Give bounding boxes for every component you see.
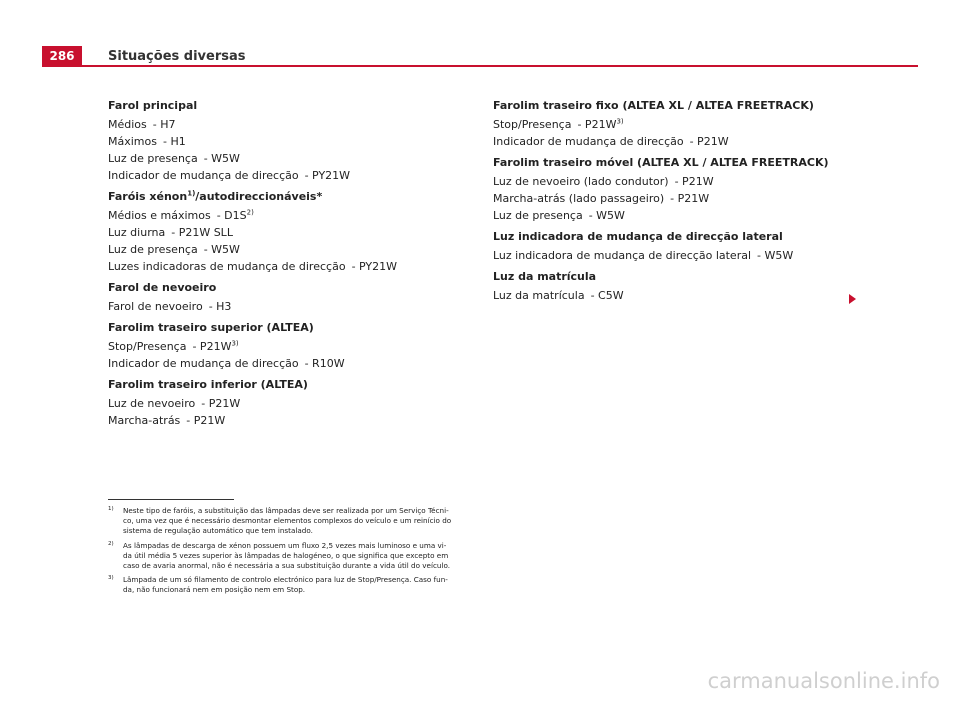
- bulb-type: - H3: [208, 300, 232, 313]
- footnote-text: sistema de regulação automático que tem instalado.: [123, 526, 313, 536]
- bulb-type: - W5W: [757, 249, 794, 262]
- footnote: [108, 575, 463, 595]
- spec-line: [108, 150, 458, 167]
- bulb-type: - C5W: [590, 289, 624, 302]
- spec-section: [108, 319, 458, 372]
- section-heading-text: Farol principal: [108, 99, 198, 112]
- spec-line: [493, 190, 853, 207]
- spec-line: [108, 338, 458, 355]
- bulb-type: - P21W SLL: [171, 226, 233, 239]
- spec-label: Luz de presença: [493, 209, 583, 222]
- footnotes: [108, 506, 463, 600]
- section-heading: [493, 154, 853, 171]
- bulb-type: - P21W: [674, 175, 714, 188]
- spec-label: Farol de nevoeiro: [108, 300, 203, 313]
- spec-label: Luz indicadora de mudança de direcção lateral: [493, 249, 752, 262]
- bulb-type: - P21W: [670, 192, 710, 205]
- footnote: [108, 506, 463, 537]
- section-heading-text: Farolim traseiro fixo (ALTEA XL / ALTEA FREETRACK): [493, 99, 814, 112]
- spec-label: Stop/Presença: [493, 118, 572, 131]
- section-heading-suffix: /autodireccionáveis*: [195, 190, 323, 203]
- spec-line: [493, 133, 853, 150]
- bulb-type: - W5W: [203, 152, 240, 165]
- bulb-type: - P21W: [689, 135, 729, 148]
- spec-section: [108, 188, 458, 275]
- bulb-type: - W5W: [203, 243, 240, 256]
- spec-label: Stop/Presença: [108, 340, 187, 353]
- section-heading: [108, 97, 458, 114]
- spec-section: [493, 97, 853, 150]
- section-heading: [493, 97, 853, 114]
- footnote-text: Lâmpada de um só filamento de controlo electrónico para luz de Stop/Presença. Caso fun-: [123, 575, 448, 585]
- spec-line: [108, 116, 458, 133]
- spec-label: Luzes indicadoras de mudança de direcção: [108, 260, 346, 273]
- spec-line: [108, 298, 458, 315]
- spec-label: Médios e máximos: [108, 209, 211, 222]
- page-title: Situações diversas: [108, 49, 246, 64]
- section-heading-text: Luz indicadora de mudança de direcção lateral: [493, 230, 783, 243]
- footnote-text: Neste tipo de faróis, a substituição das lâmpadas deve ser realizada por um Serviço Técni-: [123, 506, 449, 515]
- bulb-type: - R10W: [304, 357, 345, 370]
- footnote-ref: 1): [187, 189, 196, 198]
- footnote-number: 1): [108, 506, 114, 512]
- bulb-type: - H1: [162, 135, 186, 148]
- spec-line: [493, 247, 853, 264]
- spec-section: [108, 97, 458, 184]
- triangle-right-icon: [849, 294, 856, 304]
- spec-label: Indicador de mudança de direcção: [108, 357, 299, 370]
- spec-section: [108, 376, 458, 429]
- page-number-badge: 286: [42, 46, 82, 66]
- footnote-ref: 3): [616, 117, 624, 126]
- spec-line: [108, 412, 458, 429]
- section-heading: [108, 279, 458, 296]
- section-heading-text: Farolim traseiro móvel (ALTEA XL / ALTEA FREETRACK): [493, 156, 829, 169]
- section-heading: [493, 228, 853, 245]
- spec-label: Luz diurna: [108, 226, 166, 239]
- footnote-ref: 2): [246, 208, 254, 217]
- spec-line: [493, 207, 853, 224]
- bulb-type: - P21W: [577, 118, 617, 131]
- spec-line: [108, 207, 458, 224]
- section-heading: [108, 188, 458, 205]
- spec-label: Indicador de mudança de direcção: [108, 169, 299, 182]
- section-heading: [493, 268, 853, 285]
- footnote: [108, 541, 463, 572]
- spec-label: Luz de presença: [108, 152, 198, 165]
- spec-line: [108, 133, 458, 150]
- bulb-type: - P21W: [201, 397, 241, 410]
- section-heading-text: Farolim traseiro inferior (ALTEA): [108, 378, 308, 391]
- section-heading-text: Faróis xénon: [108, 190, 188, 203]
- section-heading: [108, 376, 458, 393]
- spec-line: [108, 395, 458, 412]
- section-heading-text: Farolim traseiro superior (ALTEA): [108, 321, 314, 334]
- watermark: carmanualsonline.info: [707, 669, 940, 693]
- header-divider: [42, 65, 918, 67]
- bulb-type: - H7: [152, 118, 176, 131]
- spec-label: Luz de nevoeiro: [108, 397, 196, 410]
- spec-line: [108, 258, 458, 275]
- spec-line: [493, 116, 853, 133]
- spec-section: [108, 279, 458, 315]
- footnote-number: 3): [108, 575, 114, 582]
- spec-section: [493, 228, 853, 264]
- spec-line: [493, 173, 853, 190]
- section-heading-text: Farol de nevoeiro: [108, 281, 217, 294]
- spec-label: Marcha-atrás: [108, 414, 181, 427]
- footnote-text: As lâmpadas de descarga de xénon possuem um fluxo 2,5 vezes mais luminoso e uma vi-: [123, 540, 447, 550]
- right-column: [493, 97, 853, 308]
- spec-label: Indicador de mudança de direcção: [493, 135, 684, 148]
- spec-section: [493, 154, 853, 224]
- bulb-type: - PY21W: [304, 169, 351, 182]
- spec-label: Luz de nevoeiro (lado condutor): [493, 175, 669, 188]
- footnote-divider: [108, 499, 234, 500]
- bulb-type: - P21W: [186, 414, 226, 427]
- bulb-type: - W5W: [588, 209, 625, 222]
- spec-line: [108, 224, 458, 241]
- bulb-type: - PY21W: [351, 260, 398, 273]
- footnote-ref: 3): [231, 339, 239, 348]
- spec-line: [108, 167, 458, 184]
- spec-line: [108, 241, 458, 258]
- bulb-type: - D1S: [216, 209, 247, 222]
- section-heading: [108, 319, 458, 336]
- footnote-text: co, uma vez que é necessário desmontar elementos complexos do veículo e um reinício do: [123, 516, 452, 526]
- footnote-number: 2): [108, 540, 114, 547]
- footnote-text: da, não funcionará nem em posição nem em Stop.: [123, 585, 306, 595]
- footnote-text: da útil média 5 vezes superior às lâmpadas de halogéneo, o que significa que excepto em: [123, 550, 449, 560]
- spec-label: Marcha-atrás (lado passageiro): [493, 192, 665, 205]
- footnote-text: caso de avaria anormal, não é necessária a sua substituição durante a vida útil do veículo.: [123, 561, 451, 571]
- bulb-type: - P21W: [192, 340, 232, 353]
- spec-line: [493, 287, 853, 304]
- left-column: [108, 97, 458, 433]
- section-heading-text: Luz da matrícula: [493, 270, 597, 283]
- spec-label: Luz da matrícula: [493, 289, 585, 302]
- spec-line: [108, 355, 458, 372]
- spec-label: Luz de presença: [108, 243, 198, 256]
- spec-label: Máximos: [108, 135, 157, 148]
- spec-label: Médios: [108, 118, 147, 131]
- spec-section: [493, 268, 853, 304]
